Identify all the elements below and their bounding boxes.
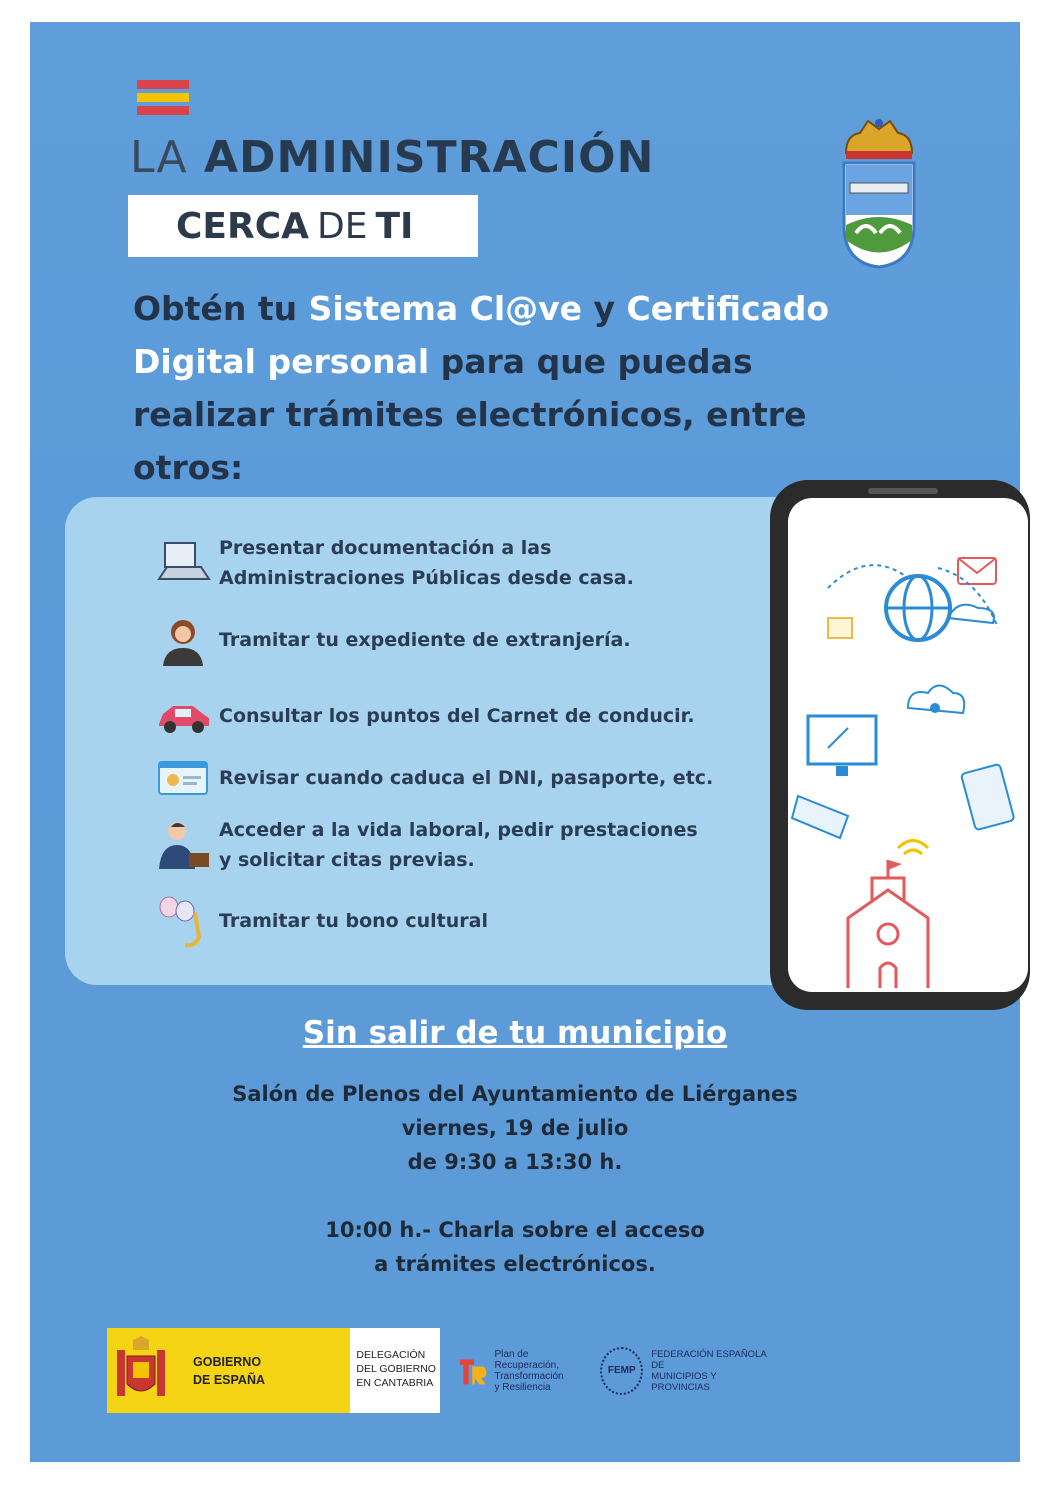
event-time: de 9:30 a 13:30 h. <box>407 1150 623 1174</box>
page-title <box>130 132 654 183</box>
femp-line-2: MUNICIPIOS Y PROVINCIAS <box>651 1370 717 1393</box>
gobierno-espana-logo <box>107 1328 350 1413</box>
item-line-1: Tramitar tu bono cultural <box>219 910 488 932</box>
de-word: DE <box>317 205 368 247</box>
ti-word: TI <box>375 205 414 247</box>
subtitle-box <box>128 195 478 257</box>
culture-icon <box>155 893 211 949</box>
femp-line-1: FEDERACIÓN ESPAÑOLA DE <box>651 1348 767 1371</box>
gobierno-line-1: GOBIERNO <box>193 1354 262 1369</box>
item-line-1: Revisar cuando caduca el DNI, pasaporte, etc. <box>219 767 714 789</box>
intro-text <box>133 282 893 494</box>
plan-recuperacion-logo <box>458 1349 584 1393</box>
list-item <box>155 612 631 668</box>
list-item <box>155 533 634 593</box>
intro-highlight-clave: Sistema Cl@ve <box>308 289 583 328</box>
prtr-line-3: y Resiliencia <box>494 1381 551 1393</box>
car-icon <box>155 688 211 744</box>
item-line-1: Tramitar tu expediente de extranjería. <box>219 629 631 651</box>
item-line-1: Presentar documentación a las <box>219 537 552 559</box>
intro-part-1: Obtén tu <box>133 289 309 328</box>
item-line-1: Consultar los puntos del Carnet de conducir. <box>219 705 695 727</box>
prtr-line-1: Plan de Recuperación, <box>494 1348 559 1371</box>
spain-coat-of-arms-icon <box>113 1336 169 1406</box>
talk-line-1: 10:00 h.- Charla sobre el acceso <box>325 1218 705 1242</box>
gobierno-line-2: DE ESPAÑA <box>193 1372 266 1387</box>
municipal-crest-icon <box>838 115 920 270</box>
smartphone-illustration <box>770 480 1030 1010</box>
event-place: Salón de Plenos del Ayuntamiento de Liérganes <box>232 1082 798 1106</box>
cerca-word: CERCA <box>176 205 310 247</box>
intro-part-2: y <box>582 289 627 328</box>
talk-line-2: a trámites electrónicos. <box>374 1252 656 1276</box>
digital-services-illustration <box>788 498 1028 992</box>
title-la: LA <box>130 132 188 183</box>
intro-part-3: para que puedas realizar trámites electrónicos, entre otros: <box>133 342 807 487</box>
intro-highlight-certificado: Certificado Digital personal <box>133 289 830 381</box>
item-line-2: y solicitar citas previas. <box>219 849 475 871</box>
list-item <box>155 815 698 875</box>
femp-logo <box>600 1347 767 1395</box>
spain-flag-icon <box>137 80 189 116</box>
phone-speaker <box>868 488 938 494</box>
list-item <box>155 750 713 806</box>
event-date: viernes, 19 de julio <box>401 1116 629 1140</box>
prtr-icon <box>458 1352 488 1390</box>
delegacion-logo <box>350 1328 440 1413</box>
delegacion-line-3: EN CANTABRIA <box>356 1377 434 1389</box>
worker-icon <box>155 817 211 873</box>
id-card-icon <box>155 750 211 806</box>
title-main: ADMINISTRACIÓN <box>203 132 655 183</box>
phone-screen <box>788 498 1028 992</box>
list-item <box>155 893 488 949</box>
footer-logos <box>107 1328 767 1413</box>
item-line-2: Administraciones Públicas desde casa. <box>219 567 634 589</box>
list-item <box>155 688 695 744</box>
delegacion-line-1: DELEGACIÓN <box>356 1349 426 1361</box>
item-line-1: Acceder a la vida laboral, pedir prestaciones <box>219 819 698 841</box>
woman-icon <box>155 612 211 668</box>
laptop-icon <box>155 535 211 591</box>
delegacion-line-2: DEL GOBIERNO <box>356 1363 436 1375</box>
femp-emblem: FEMP <box>600 1347 643 1395</box>
prtr-line-2: Transformación <box>494 1370 564 1382</box>
event-subtitle: Sin salir de tu municipio <box>302 1015 728 1051</box>
